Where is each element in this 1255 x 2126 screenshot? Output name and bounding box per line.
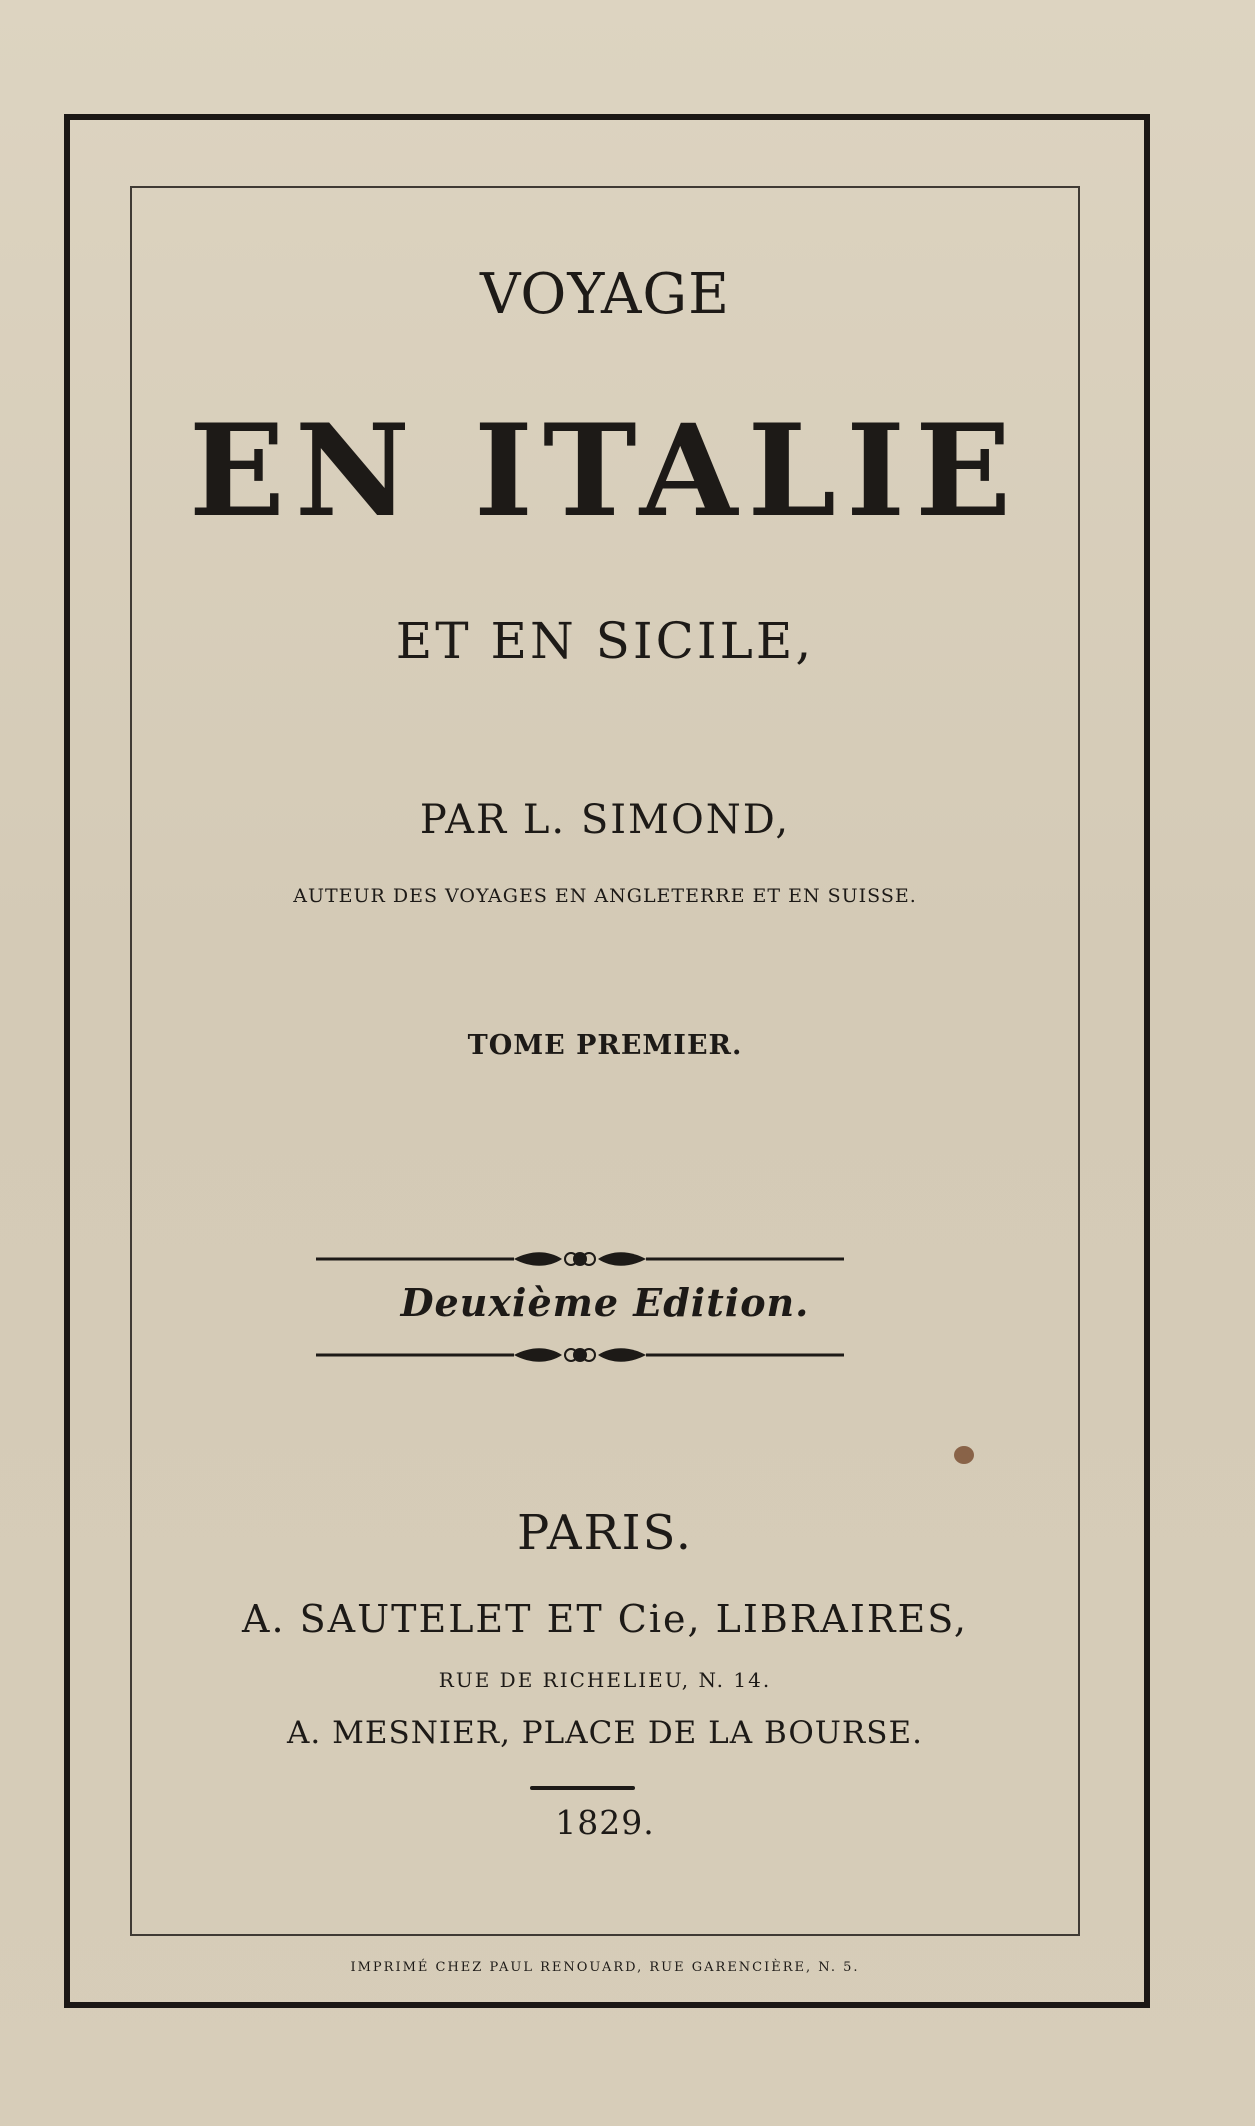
printer-note: IMPRIMÉ CHEZ PAUL RENOUARD, RUE GARENCIÈRE, N. 5.: [350, 1960, 860, 1975]
publisher-address: RUE DE RICHELIEU, N. 14.: [438, 1668, 772, 1692]
edition-label: Deuxième Edition.: [400, 1280, 810, 1325]
author-byline: PAR L. SIMOND,: [419, 797, 791, 843]
title-line-italie: EN ITALIE: [188, 397, 1022, 545]
publication-year: 1829.: [555, 1803, 655, 1842]
publisher-line-2: A. MESNIER, PLACE DE LA BOURSE.: [287, 1715, 923, 1751]
publication-city: PARIS.: [516, 1505, 694, 1561]
title-line-voyage: VOYAGE: [479, 262, 731, 327]
publisher-line-1: A. SAUTELET ET Cie, LIBRAIRES,: [242, 1597, 968, 1641]
volume-label: TOME PREMIER.: [467, 1030, 743, 1061]
ornament-top: [316, 1247, 844, 1271]
title-line-sicile: ET EN SICILE,: [395, 612, 815, 670]
author-note: AUTEUR DES VOYAGES EN ANGLETERRE ET EN SUISSE.: [293, 885, 917, 907]
ornament-bottom: [316, 1343, 844, 1367]
paper-stain: [954, 1446, 974, 1464]
short-rule: [530, 1786, 635, 1790]
